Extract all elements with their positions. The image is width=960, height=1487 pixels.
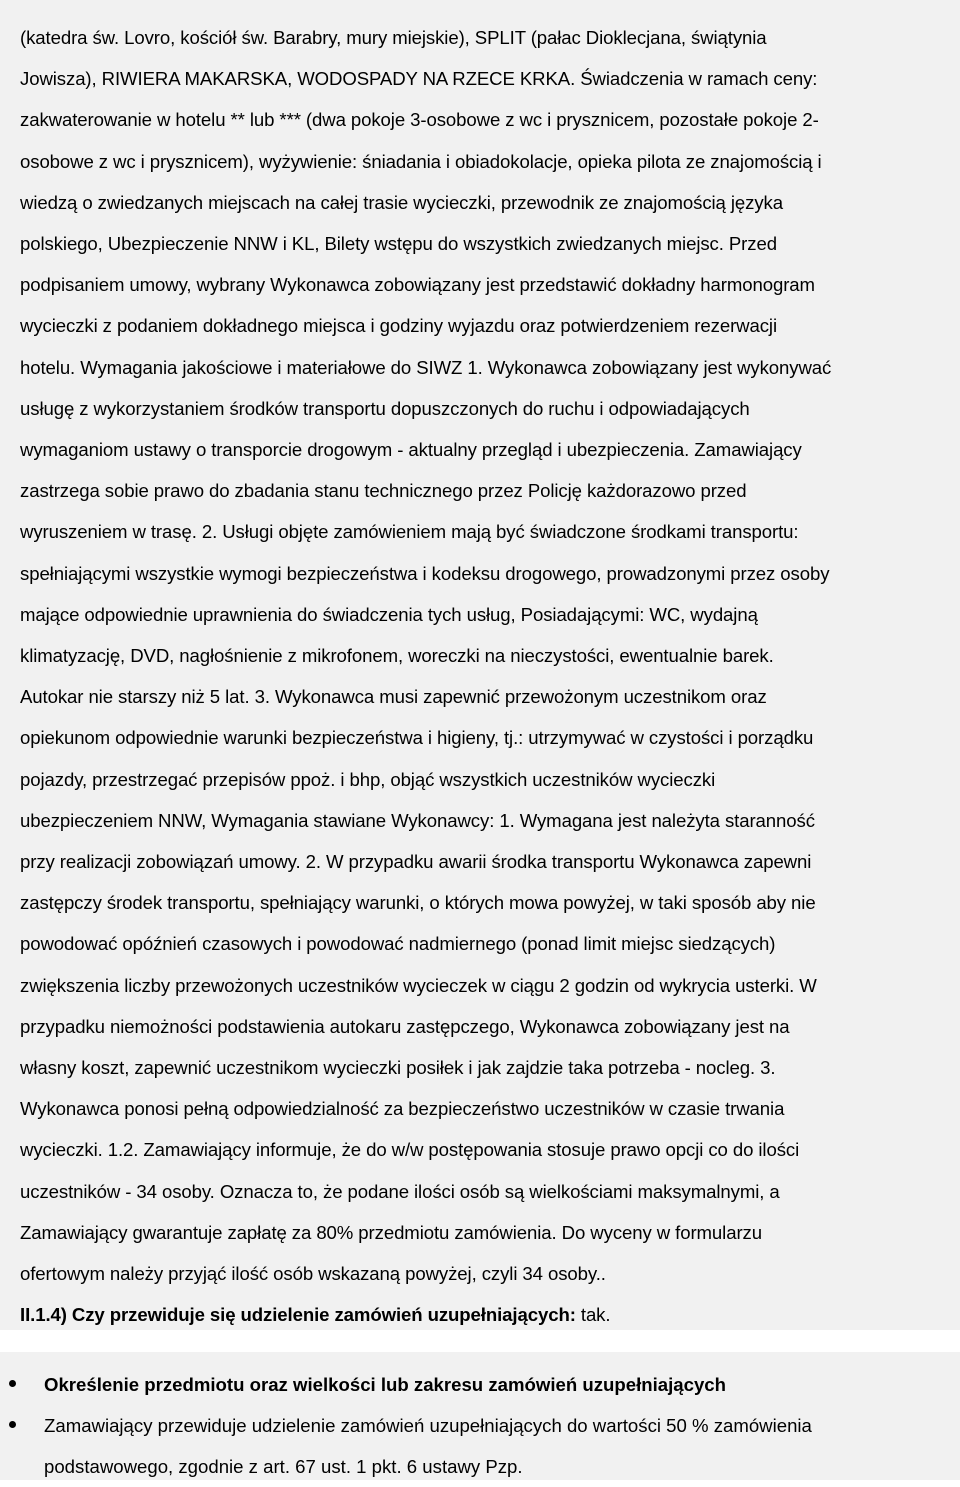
paragraph-line: pojazdy, przestrzegać przepisów ppoż. i bhp, objąć wszystkich uczestników wycieczki (20, 768, 716, 790)
bullet-body-line-2: podstawowego, zgodnie z art. 67 ust. 1 pkt. 6 ustawy Pzp. (44, 1456, 523, 1478)
paragraph-line: zwiększenia liczby przewożonych uczestników wycieczek w ciągu 2 godzin od wykrycia usterki. W (20, 974, 817, 996)
supplementary-orders-section (0, 1352, 960, 1480)
question-answer: tak. (575, 1304, 611, 1326)
paragraph-line: mające odpowiednie uprawnienia do świadczenia tych usług, Posiadającymi: WC, wydajną (20, 603, 758, 625)
paragraph-line: wyruszeniem w trasę. 2. Usługi objęte zamówieniem mają być świadczone środkami transportu: (20, 521, 799, 543)
paragraph-line: ofertowym należy przyjąć ilość osób wskazaną powyżej, czyli 34 osoby.. (20, 1263, 606, 1285)
paragraph-line: osobowe z wc i prysznicem), wyżywienie: śniadania i obiadokolacje, opieka pilota ze znajomością i (20, 150, 822, 172)
bullet-body-line-1: Zamawiający przewiduje udzielenie zamówień uzupełniających do wartości 50 % zamówienia (44, 1415, 812, 1436)
question-line (20, 1294, 950, 1335)
paragraph-line: zastrzega sobie prawo do zbadania stanu technicznego przez Policję każdorazowo przed (20, 480, 747, 502)
paragraph-line: przypadku niemożności podstawienia autokaru zastępczego, Wykonawca zobowiązany jest na (20, 1015, 790, 1037)
paragraph-line: Jowisza), RIWIERA MAKARSKA, WODOSPADY NA RZECE KRKA. Świadczenia w ramach ceny: (20, 68, 818, 90)
paragraph-line: wiedzą o zwiedzanych miejscach na całej trasie wycieczki, przewodnik ze znajomością języka (20, 191, 783, 213)
paragraph-line: wymaganiom ustawy o transporcie drogowym - aktualny przegląd i ubezpieczenia. Zamawiający (20, 439, 802, 461)
paragraph-line: usługę z wykorzystaniem środków transportu dopuszczonych do ruchu i odpowiadających (20, 397, 750, 419)
paragraph-line: zastępczy środek transportu, spełniający warunki, o których mowa powyżej, w taki sposób aby nie (20, 892, 816, 914)
paragraph-line: podpisaniem umowy, wybrany Wykonawca zobowiązany jest przedstawić dokładny harmonogram (20, 274, 815, 296)
paragraph-line: własny koszt, zapewnić uczestnikom wycieczki posiłek i jak zajdzie taka potrzeba - nocleg. 3. (20, 1057, 776, 1079)
paragraph-line: przy realizacji zobowiązań umowy. 2. W przypadku awarii środka transportu Wykonawca zapewni (20, 851, 812, 873)
paragraph-line: (katedra św. Lovro, kościół św. Barabry, mury miejskie), SPLIT (pałac Dioklecjana, świątynia (20, 27, 767, 48)
question-label: II.1.4) Czy przewiduje się udzielenie zamówień uzupełniających: (20, 1304, 576, 1326)
paragraph-line: wycieczki z podaniem dokładnego miejsca i godziny wyjazdu oraz potwierdzeniem rezerwacji (20, 315, 777, 337)
paragraph-line: klimatyzację, DVD, nagłośnienie z mikrofonem, woreczki na nieczystości, ewentualnie barek. (20, 645, 774, 667)
main-paragraph (20, 17, 950, 1336)
paragraph-line: Autokar nie starszy niż 5 lat. 3. Wykonawca musi zapewnić przewożonym uczestnikom oraz (20, 686, 767, 708)
paragraph-line: opiekunom odpowiednie warunki bezpieczeństwa i higieny, tj.: utrzymywać w czystości i porządku (20, 727, 814, 749)
paragraph-line: hotelu. Wymagania jakościowe i materiałowe do SIWZ 1. Wykonawca zobowiązany jest wykonywać (20, 356, 832, 378)
paragraph-line: ubezpieczeniem NNW, Wymagania stawiane Wykonawcy: 1. Wymagana jest należyta staranność (20, 809, 815, 831)
bullet-icon (9, 1421, 16, 1428)
paragraph-line: wycieczki. 1.2. Zamawiający informuje, że do w/w postępowania stosuje prawo opcji co do ilości (20, 1139, 800, 1161)
paragraph-line: spełniającymi wszystkie wymogi bezpieczeństwa i kodeksu drogowego, prowadzonymi przez osoby (20, 562, 830, 584)
paragraph-line: polskiego, Ubezpieczenie NNW i KL, Bilety wstępu do wszystkich zwiedzanych miejsc. Przed (20, 233, 777, 255)
paragraph-line: Wykonawca ponosi pełną odpowiedzialność za bezpieczeństwo uczestników w czasie trwania (20, 1098, 785, 1120)
paragraph-line: powodować opóźnień czasowych i powodować nadmiernego (ponad limit miejsc siedzących) (20, 933, 776, 955)
bullet-icon (9, 1380, 16, 1387)
paragraph-line: Zamawiający gwarantuje zapłatę za 80% przedmiotu zamówienia. Do wyceny w formularzu (20, 1221, 762, 1243)
bullet-heading-text: Określenie przedmiotu oraz wielkości lub zakresu zamówień uzupełniających (44, 1374, 726, 1395)
paragraph-line: uczestników - 34 osoby. Oznacza to, że podane ilości osób są wielkościami maksymalnymi, a (20, 1180, 780, 1202)
paragraph-line: zakwaterowanie w hotelu ** lub *** (dwa pokoje 3-osobowe z wc i prysznicem, pozostałe pokoje 2- (20, 109, 819, 131)
